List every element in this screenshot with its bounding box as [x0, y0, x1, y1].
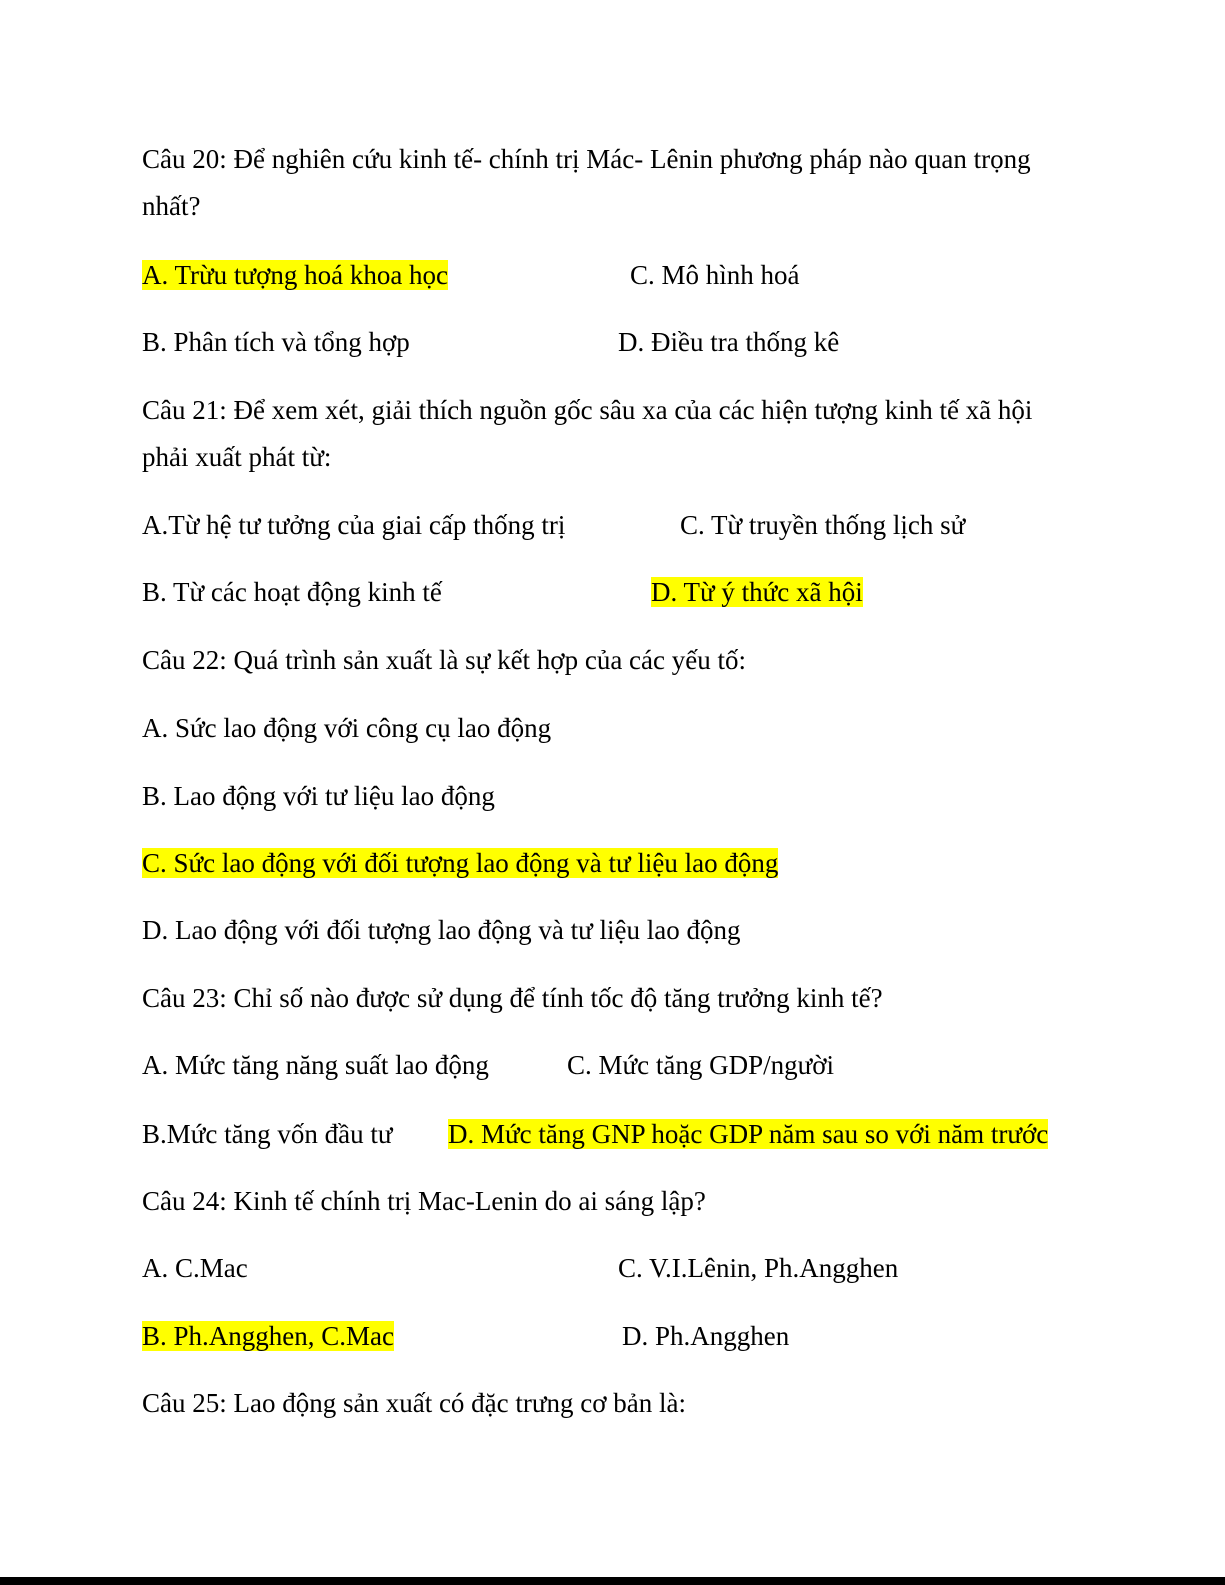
- page-bottom-border: [0, 1577, 1225, 1585]
- question-22-option-d: D. Lao động với đối tượng lao động và tư liệu lao động: [142, 915, 741, 945]
- question-24-option-d: D. Ph.Angghen: [622, 1321, 790, 1351]
- question-20-option-a: A. Trừu tượng hoá khoa học: [142, 260, 449, 290]
- question-21-option-c: C. Từ truyền thống lịch sử: [680, 510, 966, 540]
- question-22-option-c: C. Sức lao động với đối tượng lao động và tư liệu lao động: [142, 848, 779, 878]
- question-20-option-c: C. Mô hình hoá: [630, 260, 800, 290]
- question-24-stem: Câu 24: Kinh tế chính trị Mac-Lenin do ai sáng lập?: [142, 1186, 706, 1216]
- question-20-option-d: D. Điều tra thống kê: [618, 327, 840, 357]
- question-25-stem: Câu 25: Lao động sản xuất có đặc trưng cơ bản là:: [142, 1388, 687, 1418]
- question-21-stem-line1: Câu 21: Để xem xét, giải thích nguồn gốc sâu xa của các hiện tượng kinh tế xã hội: [142, 395, 1033, 425]
- question-22-option-b: B. Lao động với tư liệu lao động: [142, 781, 495, 811]
- question-23-option-c: C. Mức tăng GDP/người: [567, 1050, 835, 1080]
- question-23-option-a: A. Mức tăng năng suất lao động: [142, 1050, 489, 1080]
- question-21-stem-line2: phải xuất phát từ:: [142, 442, 332, 472]
- question-24-option-a: A. C.Mac: [142, 1253, 248, 1283]
- question-20-stem-line1: Câu 20: Để nghiên cứu kinh tế- chính trị Mác- Lênin phương pháp nào quan trọng: [142, 144, 1031, 174]
- question-23-option-d: D. Mức tăng GNP hoặc GDP năm sau so với năm trước: [448, 1119, 1049, 1149]
- question-21-option-a: A.Từ hệ tư tưởng của giai cấp thống trị: [142, 510, 566, 540]
- question-22-option-a: A. Sức lao động với công cụ lao động: [142, 713, 552, 743]
- question-21-option-d: D. Từ ý thức xã hội: [651, 577, 863, 607]
- question-23-stem: Câu 23: Chỉ số nào được sử dụng để tính tốc độ tăng trưởng kinh tế?: [142, 983, 883, 1013]
- question-20-option-b: B. Phân tích và tổng hợp: [142, 327, 410, 357]
- question-24-option-c: C. V.I.Lênin, Ph.Angghen: [618, 1253, 899, 1283]
- question-23-option-b: B.Mức tăng vốn đầu tư: [142, 1119, 393, 1149]
- question-22-stem: Câu 22: Quá trình sản xuất là sự kết hợp của các yếu tố:: [142, 645, 746, 675]
- question-20-stem-line2: nhất?: [142, 191, 201, 221]
- question-24-option-b: B. Ph.Angghen, C.Mac: [142, 1321, 394, 1351]
- question-21-option-b: B. Từ các hoạt động kinh tế: [142, 577, 442, 607]
